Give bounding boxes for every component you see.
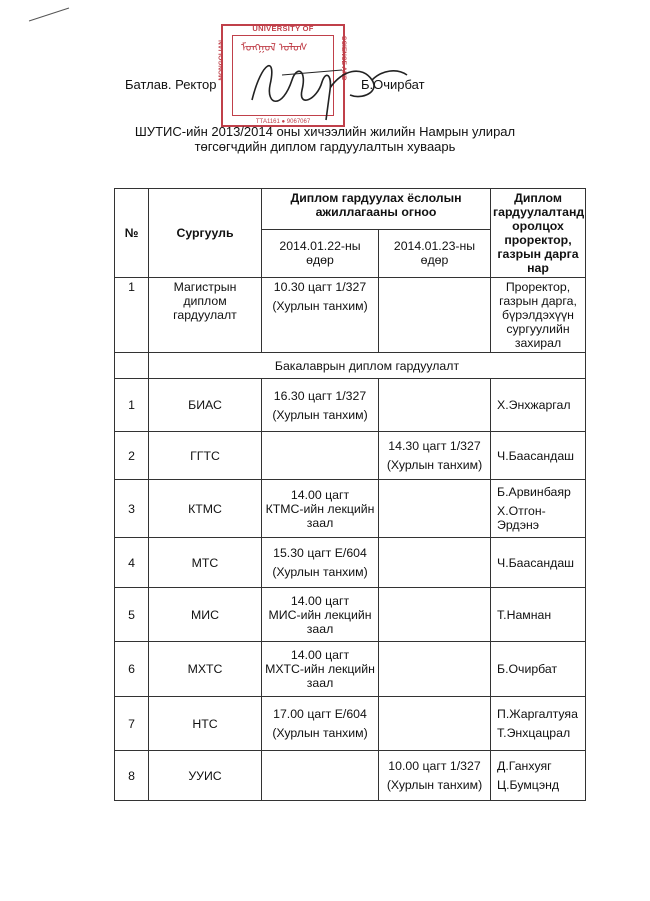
table-row-bachelor-heading (115, 353, 586, 379)
cell-time: 10.30 цагт 1/327 (273, 280, 367, 294)
header-date-1: 2014.01.22-ны өдөр (262, 229, 379, 277)
cell-date2 (379, 697, 491, 751)
staff-name-1: Д.Ганхуяг (497, 759, 552, 773)
cell-date1 (262, 697, 379, 751)
approval-label: Батлав. Ректор (125, 77, 217, 92)
cell-school: МИС (149, 588, 262, 642)
cell-number: 2 (115, 432, 149, 480)
staff-name-2: Т.Энхцацрал (497, 726, 571, 740)
cell-date2 (379, 432, 491, 480)
staff-name-1: Х.Энхжаргал (497, 398, 571, 412)
cell-place: МХТС-ийн лекцийн заал (265, 662, 375, 690)
table-row (115, 588, 586, 642)
cell-date2 (379, 642, 491, 697)
document-title-line1: ШУТИС-ийн 2013/2014 оны хичээлийн жилийн Намрын улирал (134, 124, 516, 139)
table-row (115, 379, 586, 432)
cell-number: 4 (115, 538, 149, 588)
cell-staff (491, 588, 586, 642)
cell-staff (491, 751, 586, 801)
stamp-left-text: MONGOLIAN (218, 40, 225, 81)
cell-time: 14.00 цагт (290, 487, 350, 502)
stamp-bottom-text: ТТА1161 ● 9067067 (255, 119, 311, 125)
staff-name-1: Ч.Баасандаш (497, 555, 575, 570)
cell-time: 16.30 цагт 1/327 (273, 388, 367, 403)
signature (222, 40, 412, 125)
header-staff: Диплом гардуулалтанд оролцох проректор, газрын дарга нар (491, 189, 586, 278)
approver-name: Б.Очирбат (361, 77, 425, 92)
cell-date1 (262, 278, 379, 353)
cell-time: 14.00 цагт (290, 593, 350, 608)
staff-name-1: Б.Очирбат (497, 662, 558, 676)
cell-empty (115, 353, 149, 379)
cell-staff: Проректор, газрын дарга, бүрэлдэхүүн сургуулийн захирал (491, 278, 586, 353)
cell-staff (491, 432, 586, 480)
table-row (115, 751, 586, 801)
header-school: Сургууль (149, 189, 262, 278)
staff-name-1: Т.Намнан (497, 607, 552, 622)
cell-place: МИС-ийн лекцийн заал (268, 607, 372, 636)
staff-name-2: Х.Отгон-Эрдэнэ (497, 504, 546, 532)
cell-place: (Хурлын танхим) (386, 458, 483, 472)
cell-school: УУИС (149, 751, 262, 801)
cell-date1 (262, 379, 379, 432)
cell-number: 1 (115, 379, 149, 432)
cell-number: 3 (115, 480, 149, 538)
cell-date1 (262, 538, 379, 588)
staff-name-1: Б.Арвинбаяр (497, 485, 571, 499)
table-row (115, 697, 586, 751)
cell-date2 (379, 538, 491, 588)
corner-mark (29, 8, 69, 22)
cell-time: 15.30 цагт Е/604 (273, 546, 367, 560)
table-row (115, 432, 586, 480)
cell-time: 14.30 цагт 1/327 (388, 439, 481, 453)
cell-date2 (379, 588, 491, 642)
stamp-right-text: SCIENCE AND (340, 36, 347, 81)
cell-time: 14.00 цагт (290, 648, 350, 662)
staff-name-1: Ч.Баасандаш (497, 448, 575, 463)
cell-school: КТМС (149, 480, 262, 538)
cell-staff (491, 379, 586, 432)
cell-place: (Хурлын танхим) (272, 726, 368, 740)
cell-school: Магистрын диплом гардуулалт (149, 278, 262, 353)
cell-number: 8 (115, 751, 149, 801)
cell-time: 10.00 цагт 1/327 (388, 759, 481, 773)
cell-place: (Хурлын танхим) (272, 565, 368, 579)
table-row (115, 642, 586, 697)
stamp-mongolian-script: ᠮᠣᠩᠭᠣᠯ ᠤᠯᠤᠰ (241, 42, 308, 54)
table-row (115, 538, 586, 588)
table-row (115, 480, 586, 538)
cell-staff (491, 538, 586, 588)
cell-staff (491, 480, 586, 538)
cell-number: 1 (115, 278, 149, 353)
cell-time: 17.00 цагт Е/604 (273, 707, 367, 721)
bachelor-section-label: Бакалаврын диплом гардуулалт (149, 353, 586, 379)
cell-school: МХТС (149, 642, 262, 697)
cell-date1 (262, 588, 379, 642)
document-title-line2: төгсөгчдийн диплом гардуулалтын хуваарь (194, 139, 456, 154)
cell-number: 5 (115, 588, 149, 642)
cell-school: ГГТС (149, 432, 262, 480)
cell-date1 (262, 751, 379, 801)
cell-number: 6 (115, 642, 149, 697)
table-row-master (115, 278, 586, 353)
staff-name-1: П.Жаргалтуяа (497, 707, 578, 721)
cell-school: БИАС (149, 379, 262, 432)
cell-place: КТМС-ийн лекцийн заал (265, 501, 375, 530)
cell-number: 7 (115, 697, 149, 751)
cell-school: НТС (149, 697, 262, 751)
cell-place: (Хурлын танхим) (272, 299, 368, 313)
cell-date1 (262, 480, 379, 538)
cell-place: (Хурлын танхим) (272, 407, 368, 422)
cell-staff (491, 642, 586, 697)
cell-date2 (379, 379, 491, 432)
staff-name-2: Ц.Бумцэнд (497, 778, 560, 792)
cell-school: МТС (149, 538, 262, 588)
stamp-top-text: UNIVERSITY OF (252, 24, 314, 33)
cell-date2 (379, 480, 491, 538)
schedule-table (114, 188, 586, 801)
cell-date1 (262, 432, 379, 480)
header-date-2: 2014.01.23-ны өдөр (379, 229, 491, 277)
cell-date2 (379, 278, 491, 353)
cell-staff (491, 697, 586, 751)
header-number: № (115, 189, 149, 278)
cell-place: (Хурлын танхим) (386, 778, 483, 792)
header-ceremony-date: Диплом гардуулах ёслолын ажиллагааны огноо (262, 189, 491, 230)
cell-date2 (379, 751, 491, 801)
cell-date1 (262, 642, 379, 697)
